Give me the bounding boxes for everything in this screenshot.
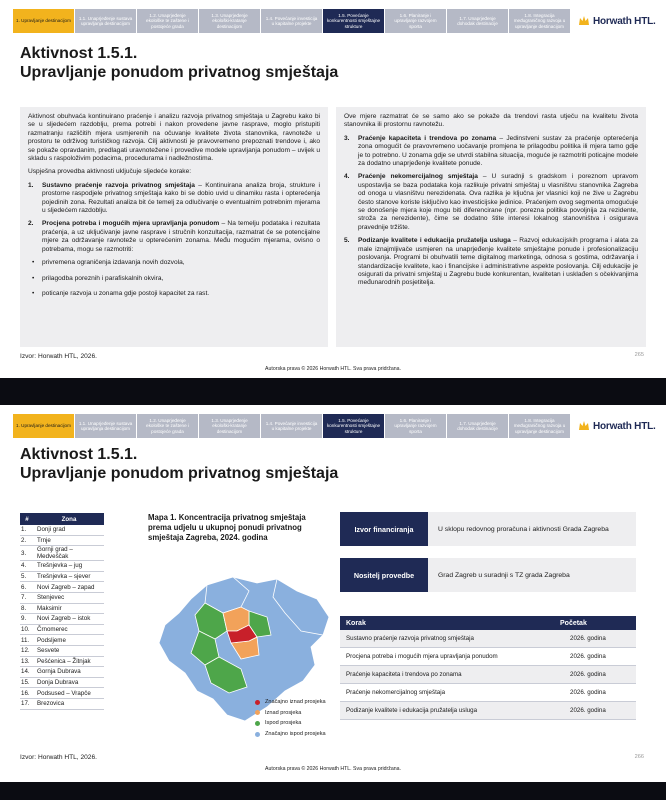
zone-number: 8. (21, 604, 27, 612)
zone-name: Podsused – Vrapče (37, 689, 91, 697)
zone-row (20, 657, 104, 668)
funding-label: Izvor financiranja (340, 512, 428, 546)
zone-row (20, 561, 104, 572)
step-number: 1. (28, 181, 34, 189)
zone-number: 10. (21, 626, 30, 634)
legend-item (255, 729, 326, 740)
nav-tab-1-5-active[interactable]: 1.5. Povećanje konkurentnosti smještajne strukture (323, 9, 385, 33)
zone-row (20, 525, 104, 536)
bullet-item (28, 275, 320, 283)
page-separator (0, 378, 666, 405)
nav-tab-1-2[interactable]: 1.2. Unaprjeđenje ekološke te zaštene i postojeće grada (137, 414, 199, 438)
activity-number: Aktivnost 1.5.1. (20, 45, 138, 62)
legend-swatch (255, 710, 260, 715)
step-text: – U suradnji s gradskom i poreznom upravom uspostavlja se baza podataka koja razlikuje privatni smještaj u vlasništvu stanovnika Zagreba od onoga u vlasništvu nerezidenata. Ova razlika je ključna jer vlasnici koji ne žive u Zagrebu često stanove koriste isključivo kao investicijske jedinice. Praćenjem ovog segmenta omogućuje se donošenje mjera koje mogu biti diferencirane (npr. porezna politika povoljnija za rezidente, stroža za nerezidente), čime se dodatno štite interesi lokalnog stanovništva i osigurava pravednije tržište. (358, 173, 639, 231)
legend-item (255, 708, 326, 719)
step-text: – Jedinstveni sustav za praćenje opterećenja zona omogućit će pravovremeno uočavanje promjena te prilagodbu politika ili mjera tamo gdje je to potrebno. U zonama gdje se utvrdi stabilna situacija, moguće je razmotriti poticajne modele za dodatno unaprjeđenje kvalitete ponude. (358, 134, 639, 168)
zone-row (20, 614, 104, 625)
page-number: 266 (634, 754, 644, 760)
steps-row (340, 648, 636, 666)
steps-table (340, 616, 636, 720)
map-legend (255, 697, 326, 739)
steps-lead: Uspješna provedba aktivnosti uključuje sljedeće korake: (28, 168, 192, 176)
steps-row (340, 702, 636, 720)
legend-item (255, 697, 326, 708)
zone-name: Sesvete (37, 647, 60, 655)
zone-name: Novi Zagreb – istok (37, 615, 91, 623)
zone-name: Gornji grad – Medveščak (37, 546, 73, 561)
nav-tab-1-2[interactable]: 1.2. Unaprjeđenje ekološke te zaštene i postojeće grada (137, 9, 199, 33)
legend-label: Značajno iznad prosjeka (265, 699, 326, 706)
page-separator (0, 782, 666, 800)
chapter-navigation (13, 9, 573, 33)
step-4 (344, 173, 638, 232)
zone-number: 4. (21, 562, 27, 570)
zone-name: Maksimir (37, 604, 62, 612)
zone-name: Črnomerec (37, 626, 68, 634)
bullet-icon: • (32, 274, 35, 282)
step-title: Procjena potreba i mogućih mjera upravljanja ponudom (42, 220, 220, 228)
zone-number: 3. (21, 549, 27, 557)
page-title (20, 44, 338, 82)
nav-tab-1-8[interactable]: 1.8. Integracija međugraničnog razvoja u upravljanje destinacijom (509, 9, 571, 33)
page-number: 265 (634, 352, 644, 358)
zone-number: 12. (21, 647, 30, 655)
step-text: – Na temelju podataka i rezultata praćenja, a uz uključivanje javne rasprave i stručnih konzultacija, razmatrat će se potencijalne mjere za održavanje ravnoteže u opterećenim zonama. Među mogućim mjerama, ovisno o potrebama, mogu se razmotriti: (42, 220, 320, 253)
holder-label: Nositelj provedbe (340, 558, 428, 592)
logo-text: Horwath HTL. (593, 420, 656, 432)
step-number: 3. (344, 134, 350, 142)
legend-label: Ispod prosjeka (265, 720, 302, 727)
nav-tab-1-7[interactable]: 1.7. Unaprjeđenje dohodak destinacije (447, 9, 509, 33)
nav-tab-1-6[interactable]: 1.6. Planiranje i upravljanje razvojem sporta (385, 414, 447, 438)
step-text: – Razvoj edukacijskih programa i alata za male iznajmljivače usmjeren na unaprjeđenje kvalitete smještajne ponude i profesionalizaciju poslovanja. Programi bi obuhvatili teme digitalnog marketinga, odnosa s gostima, održavanja i standardizacije kvalitete, kao i financijske i administrativne aspekte poslovanja. Cilj edukacije je osigurati da privatni smještaj u Zagrebu bude konkurentan, kvalitetan i usklađen s očekivanjima međunarodnih posjetitelja. (358, 237, 638, 287)
zone-row (20, 646, 104, 657)
legend-label: Iznad prosjeka (265, 709, 302, 716)
step-title: Praćenje kapaciteta i trendova po zonama (358, 134, 497, 142)
report-page-265 (0, 0, 666, 378)
activity-name: Upravljanje ponudom privatnog smještaja (20, 465, 339, 482)
step-number: 2. (28, 220, 34, 228)
zone-number: 5. (21, 573, 27, 581)
nav-tab-1-7[interactable]: 1.7. Unaprjeđenje dohodak destinacije (447, 414, 509, 438)
step-start: 2026. godina (570, 635, 606, 642)
zone-number: 1. (21, 526, 27, 534)
funding-box (340, 512, 636, 546)
steps-rows (340, 630, 636, 720)
zone-header-name: Zona (61, 515, 77, 523)
zone-number: 7. (21, 594, 27, 602)
zone-row (20, 582, 104, 593)
bullet-item (28, 290, 320, 298)
copyright: Autorska prava © 2026 Horwath HTL. Sva prava pridržana. (265, 366, 401, 372)
step-number: 5. (344, 237, 350, 245)
zone-header-number: # (25, 515, 29, 523)
zone-row (20, 678, 104, 689)
zone-row (20, 699, 104, 710)
steps-row (340, 666, 636, 684)
zone-row (20, 572, 104, 583)
nav-tab-1-3[interactable]: 1.3. Unaprjeđenje ekološki-kratanje destinacijom (199, 414, 261, 438)
nav-tab-upravljanje-destinacijom[interactable]: 1. Upravljanje destinacijom (13, 414, 75, 438)
legend-item (255, 718, 326, 729)
zone-row (20, 546, 104, 561)
nav-tab-1-4[interactable]: 1.4. Povećanje investicija u kapitalne projekte (261, 414, 323, 438)
bullet-text: poticanje razvoja u zonama gdje postoji kapacitet za rast. (42, 289, 210, 297)
source-note: Izvor: Horwath HTL, 2026. (20, 353, 97, 360)
step-start: 2026. godina (570, 707, 606, 714)
nav-tab-1-3[interactable]: 1.3. Unaprjeđenje ekološki-kratanje destinacijom (199, 9, 261, 33)
zone-number: 11. (21, 636, 30, 644)
zone-number: 9. (21, 615, 27, 623)
text-column-right (336, 107, 646, 347)
legend-swatch (255, 721, 260, 726)
crown-icon (578, 15, 590, 27)
activity-number: Aktivnost 1.5.1. (20, 446, 138, 463)
steps-row (340, 684, 636, 702)
nav-tab-1-4[interactable]: 1.4. Povećanje investicija u kapitalne projekte (261, 9, 323, 33)
legend-label: Značajno ispod prosjeka (265, 731, 326, 738)
zone-number: 13. (21, 657, 30, 665)
zone-number: 6. (21, 583, 27, 591)
zone-row (20, 625, 104, 636)
step-start: 2026. godina (570, 689, 606, 696)
zone-row (20, 688, 104, 699)
zone-row (20, 667, 104, 678)
step-2 (28, 220, 320, 254)
zone-name: Stenjevec (37, 594, 65, 602)
step-name: Praćenje nekomercijalnog smještaja (346, 689, 446, 696)
crown-icon (578, 420, 590, 432)
zone-name: Donji grad (37, 526, 66, 534)
chapter-navigation (13, 414, 573, 438)
steps-table-header (340, 616, 636, 630)
zone-name: Trešnjevka – sjever (37, 573, 91, 581)
nav-tab-1-8[interactable]: 1.8. Integracija međugraničnog razvoja u upravljanje destinacijom (509, 414, 571, 438)
header-step: Korak (346, 619, 366, 627)
zone-name: Trnje (37, 536, 51, 544)
intro-paragraph: Aktivnost obuhvaća kontinuirano praćenje i analizu razvoja privatnog smještaja u Zagrebu kako bi se u sljedećem razdoblju, prema potrebi i nakon provedene javne rasprave, moglo pristupiti razmatranju različitih mjera usmjerenih na očuvanje kvalitete života stanovnika, ravnoteže u prostoru te održivog turističkog razvoja. Cilj aktivnosti je pravovremeno prepoznati trendove i, ako se pokaže opravdanim, predlagati uravnotežene i provedive modele upravljanja ponudom – uvijek u skladu s raspoloživim podacima, procedurama i nadležnostima. (28, 113, 320, 163)
zone-row (20, 593, 104, 604)
holder-value: Grad Zagreb u suradnji s TZ grada Zagreba (438, 571, 570, 579)
legend-swatch (255, 700, 260, 705)
header-start: Početak (560, 619, 587, 627)
zone-name: Novi Zagreb – zapad (37, 583, 95, 591)
activity-name: Upravljanje ponudom privatnog smještaja (20, 64, 339, 81)
zone-name: Gornja Dubrava (37, 668, 81, 676)
nav-tab-upravljanje-destinacijom[interactable]: 1. Upravljanje destinacijom (13, 9, 75, 33)
zone-name: Donja Dubrava (37, 679, 79, 687)
zone-number: 16. (21, 689, 30, 697)
bullet-text: prilagodba poreznih i parafiskalnih okvira, (42, 274, 164, 282)
source-note: Izvor: Horwath HTL, 2026. (20, 754, 97, 761)
step-start: 2026. godina (570, 671, 606, 678)
horwath-logo (578, 12, 656, 30)
zone-table (20, 513, 104, 710)
zone-name: Brezovica (37, 700, 65, 708)
zone-row (20, 635, 104, 646)
zone-name: Pešćenica – Žitnjak (37, 657, 91, 665)
step-3 (344, 135, 638, 169)
zone-row (20, 604, 104, 615)
zone-number: 14. (21, 668, 30, 676)
bullet-item (28, 259, 320, 267)
nav-tab-1-5-active[interactable]: 1.5. Povećanje konkurentnosti smještajne strukture (323, 414, 385, 438)
step-start: 2026. godina (570, 653, 606, 660)
step-number: 4. (344, 173, 350, 181)
step-5 (344, 237, 638, 287)
zone-number: 17. (21, 700, 30, 708)
nav-tab-1-1[interactable]: 1.1. Unaprjeđenje sustava upravljanja destinacijom (75, 9, 137, 33)
page-title (20, 445, 338, 483)
bullet-icon: • (32, 259, 35, 267)
zone-name: Podsljeme (37, 636, 66, 644)
funding-value: U sklopu redovnog proračuna i aktivnosti Grada Zagreba (438, 525, 609, 533)
text-column-left (20, 107, 328, 347)
report-page-266 (0, 405, 666, 782)
measures-note: Ove mjere razmatrat će se samo ako se pokaže da trendovi rasta utječu na kvalitetu života stanovnika ili prostornu ravnotežu. (344, 113, 638, 129)
step-text: – Kontinuirana analiza broja, strukture i prostorne raspodjele privatnog smještaja kako bi se dobio uvid u dinamiku rasta i opterećenja pojedinih zona. Rezultati analiza bit će temelj za odlučivanje o eventualnim potrebnim mjerama u sljedećem razdoblju. (42, 181, 320, 215)
step-name: Praćenje kapaciteta i trendova po zonama (346, 671, 462, 678)
zone-rows (20, 525, 104, 710)
step-name: Sustavno praćenje razvoja privatnog smještaja (346, 635, 474, 642)
map-title: Mapa 1. Koncentracija privatnog smještaja prema udjelu u ukupnoj ponudi privatnog smještaja Zagreba, 2024. godina (148, 513, 306, 542)
nav-tab-1-6[interactable]: 1.6. Planiranje i upravljanje razvojem sporta (385, 9, 447, 33)
logo-text: Horwath HTL. (593, 15, 656, 27)
zone-row (20, 536, 104, 547)
zone-name: Trešnjevka – jug (37, 562, 83, 570)
horwath-logo (578, 417, 656, 435)
legend-swatch (255, 732, 260, 737)
step-1 (28, 182, 320, 216)
zone-number: 2. (21, 536, 27, 544)
zone-number: 15. (21, 679, 30, 687)
bullet-icon: • (32, 289, 35, 297)
step-title: Praćenje nekomercijalnog smještaja (358, 173, 478, 181)
holder-box (340, 558, 636, 592)
step-title: Sustavno praćenje razvoja privatnog smještaja (42, 181, 195, 189)
bullet-text: privremena ograničenja izdavanja novih dozvola, (42, 259, 185, 267)
zone-table-header (20, 513, 104, 525)
nav-tab-1-1[interactable]: 1.1. Unaprjeđenje sustava upravljanja destinacijom (75, 414, 137, 438)
step-name: Podizanje kvalitete i edukacija pružatelja usluga (346, 707, 478, 714)
copyright: Autorska prava © 2026 Horwath HTL. Sva prava pridržana. (265, 766, 401, 772)
step-title: Podizanje kvalitete i edukacija pružatelja usluga (358, 237, 511, 245)
steps-row (340, 630, 636, 648)
step-name: Procjena potreba i mogućih mjera upravljanja ponudom (346, 653, 498, 660)
